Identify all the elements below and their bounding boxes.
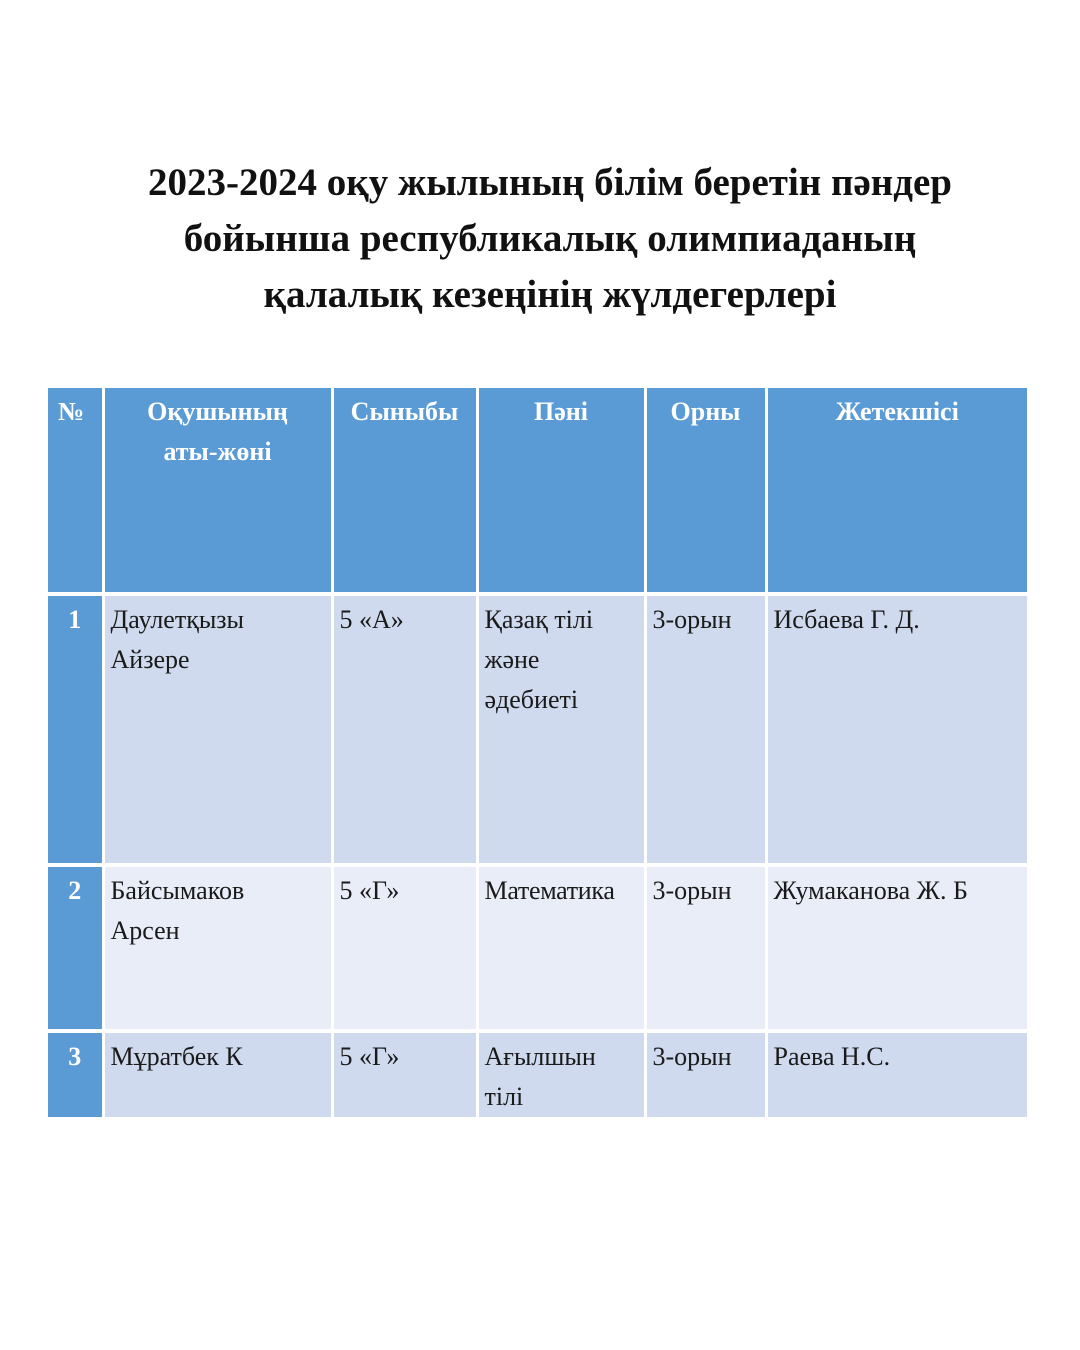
- title-line-1: 2023-2024 оқу жылының білім беретін пәндер: [147, 161, 952, 204]
- subject-line-2: және: [484, 645, 540, 674]
- student-name-line-1: Байсымаков: [110, 876, 245, 905]
- table-row: [48, 594, 1027, 865]
- supervisor: Жумаканова Ж. Б: [766, 865, 1027, 1031]
- header-student-name-line-1: Оқушының: [147, 397, 288, 426]
- header-student-name: [103, 388, 332, 594]
- subject: Математика: [477, 865, 645, 1031]
- row-number: 1: [48, 594, 103, 865]
- subject: [477, 1031, 645, 1117]
- supervisor: Исбаева Г. Д.: [766, 594, 1027, 865]
- header-number: №: [48, 388, 103, 594]
- table-row: [48, 865, 1027, 1031]
- subject-line-2: тілі: [484, 1082, 524, 1111]
- row-number: 2: [48, 865, 103, 1031]
- place: 3-орын: [645, 594, 766, 865]
- row-number: 3: [48, 1031, 103, 1117]
- grade: 5 «Г»: [332, 1031, 477, 1117]
- place: 3-орын: [645, 865, 766, 1031]
- subject-line-3: әдебиеті: [484, 685, 579, 714]
- place: 3-орын: [645, 1031, 766, 1117]
- header-place: Орны: [645, 388, 766, 594]
- header-subject: Пәні: [477, 388, 645, 594]
- table-row: [48, 1031, 1027, 1117]
- student-name-line-2: Айзере: [110, 645, 190, 674]
- table-header-row: [48, 388, 1027, 594]
- student-name: [103, 594, 332, 865]
- grade: 5 «Г»: [332, 865, 477, 1031]
- subject-line-1: Қазақ тілі: [484, 605, 594, 634]
- title-line-2: бойынша республикалық олимпиаданың: [183, 217, 917, 260]
- grade: 5 «А»: [332, 594, 477, 865]
- results-table: [48, 388, 1027, 1117]
- supervisor: Раева Н.С.: [766, 1031, 1027, 1117]
- subject: [477, 594, 645, 865]
- student-name: Мұратбек К: [103, 1031, 332, 1117]
- header-supervisor: Жетекшісі: [766, 388, 1027, 594]
- title-line-3: қалалық кезеңінің жүлдегерлері: [263, 273, 837, 316]
- subject-line-1: Ағылшын: [484, 1042, 596, 1071]
- student-name: [103, 865, 332, 1031]
- student-name-line-1: Даулетқызы: [110, 605, 245, 634]
- student-name-line-2: Арсен: [110, 916, 180, 945]
- header-student-name-line-2: аты-жөні: [163, 437, 272, 466]
- page-title: [40, 155, 1060, 323]
- header-grade: Сыныбы: [332, 388, 477, 594]
